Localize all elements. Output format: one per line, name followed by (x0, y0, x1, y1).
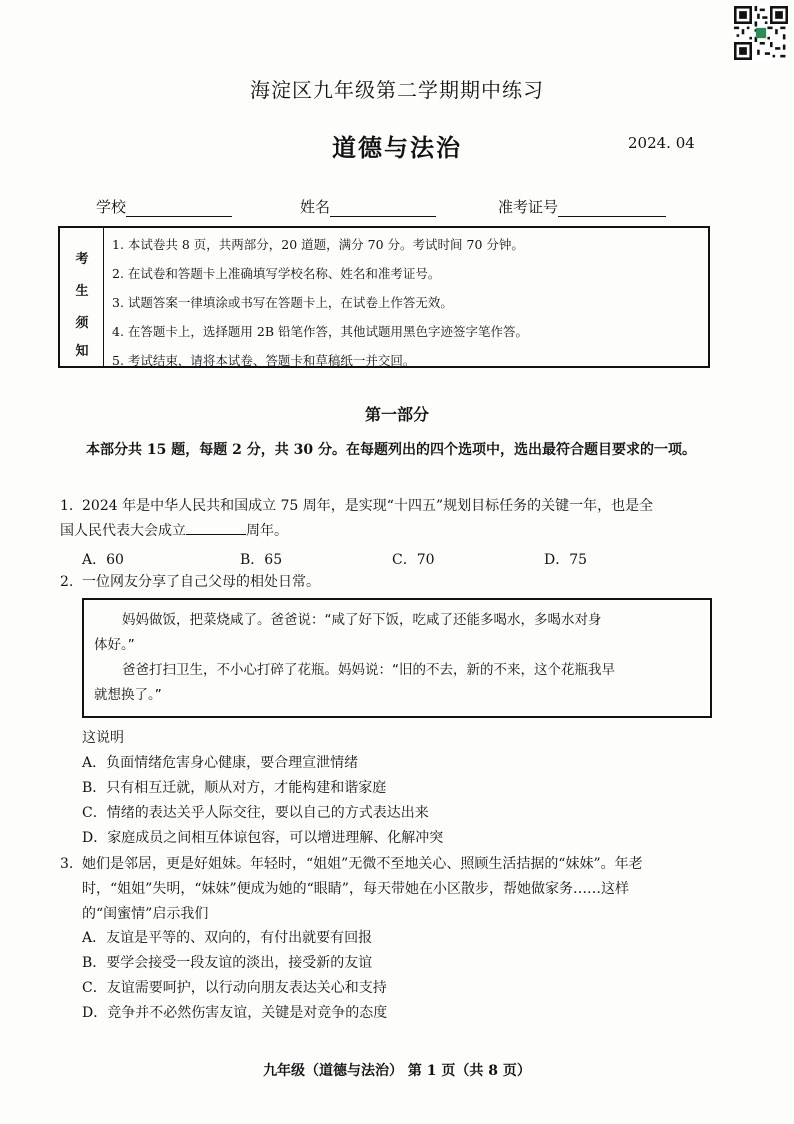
question-text: 她们是邻居，更是好姐妹。年轻时，“姐姐”无微不至地关心、照顾生活拮据的“妹妹”。年老 (82, 856, 643, 872)
question-lead: 这说明 (82, 730, 124, 746)
candidate-notice (58, 226, 710, 368)
option-d: D．75 (544, 552, 588, 568)
section-title: 第一部分 (364, 405, 429, 424)
notice-item: 3. 试题答案一律填涂或书写在答题卡上，在试卷上作答无效。 (112, 295, 453, 310)
answer-blank (186, 520, 246, 535)
question-text: 一位网友分享了自己父母的相处日常。 (82, 574, 320, 590)
page-footer: 九年级（道德与法治） 第 1 页（共 8 页） (263, 1063, 531, 1079)
scenario-line: 妈妈做饭，把菜烧咸了。爸爸说：“咸了好下饭，吃咸了还能多喝水，多喝水对身 (122, 612, 602, 628)
exam-id-field (498, 196, 666, 217)
option-b: B．要学会接受一段友谊的淡出，接受新的友谊 (82, 955, 373, 971)
option-c: C．70 (392, 552, 435, 568)
exam-title: 海淀区九年级第二学期期中练习 (250, 78, 544, 102)
name-field (300, 196, 436, 217)
option-a: A．60 (82, 552, 124, 568)
question-number: 1. (60, 498, 74, 514)
scenario-box (82, 598, 712, 718)
scenario-line: 爸爸打扫卫生，不小心打碎了花瓶。妈妈说：“旧的不去，新的不来，这个花瓶我早 (122, 662, 615, 678)
option-d: D．竞争并不必然伤害友谊，关键是对竞争的态度 (82, 1005, 388, 1021)
notice-list (112, 236, 528, 381)
school-label: 学校 (96, 198, 127, 216)
notice-item: 5. 考试结束，请将本试卷、答题卡和草稿纸一并交回。 (112, 353, 416, 368)
exam-id-label: 准考证号 (498, 198, 559, 216)
name-line (330, 200, 436, 217)
scenario-line: 体好。” (94, 637, 135, 653)
notice-heading: 考 生 须 知 (60, 228, 104, 366)
question-text: 2024 年是中华人民共和国成立 75 周年，是实现“十四五”规划目标任务的关键一年，也是全 (82, 498, 654, 514)
option-d: D．家庭成员之间相互体谅包容，可以增进理解、化解冲突 (82, 830, 444, 846)
exam-date: 2024. 04 (628, 134, 695, 152)
notice-item: 1. 本试卷共 8 页，共两部分，20 道题，满分 70 分。考试时间 70 分钟。 (112, 237, 524, 252)
option-c: C．友谊需要呵护，以行动向朋友表达关心和支持 (82, 980, 387, 996)
exam-id-line (558, 200, 666, 217)
school-field (96, 196, 232, 217)
option-a: A．友谊是平等的、双向的，有付出就要有回报 (82, 930, 373, 946)
option-c: C．情绪的表达关乎人际交往，要以自己的方式表达出来 (82, 805, 429, 821)
question-text-line2: 国人民代表大会成立 周年。 (60, 519, 288, 544)
notice-item: 4. 在答题卡上，选择题用 2B 铅笔作答，其他试题用黑色字迹签字笔作答。 (112, 324, 528, 339)
option-b: B．65 (240, 552, 283, 568)
name-label: 姓名 (300, 198, 331, 216)
section-intro: 本部分共 15 题，每题 2 分，共 30 分。在每题列出的四个选项中，选出最符合题目要求的一项。 (86, 442, 696, 458)
scenario-line: 就想换了。” (94, 687, 162, 703)
school-line (126, 200, 232, 217)
option-a: A．负面情绪危害身心健康，要合理宣泄情绪 (82, 755, 359, 771)
subject-title: 道德与法治 (332, 133, 462, 162)
question-text: 时，“姐姐”失明，“妹妹”便成为她的“眼睛”，每天带她在小区散步，帮她做家务……这样 (82, 881, 629, 897)
question-number: 2. (60, 574, 74, 590)
notice-item: 2. 在试卷和答题卡上准确填写学校名称、姓名和准考证号。 (112, 266, 441, 281)
question-text: 的“闺蜜情”启示我们 (82, 906, 209, 922)
option-b: B．只有相互迁就，顺从对方，才能构建和谐家庭 (82, 780, 387, 796)
question-number: 3. (60, 856, 74, 872)
qr-code-image (734, 6, 788, 60)
